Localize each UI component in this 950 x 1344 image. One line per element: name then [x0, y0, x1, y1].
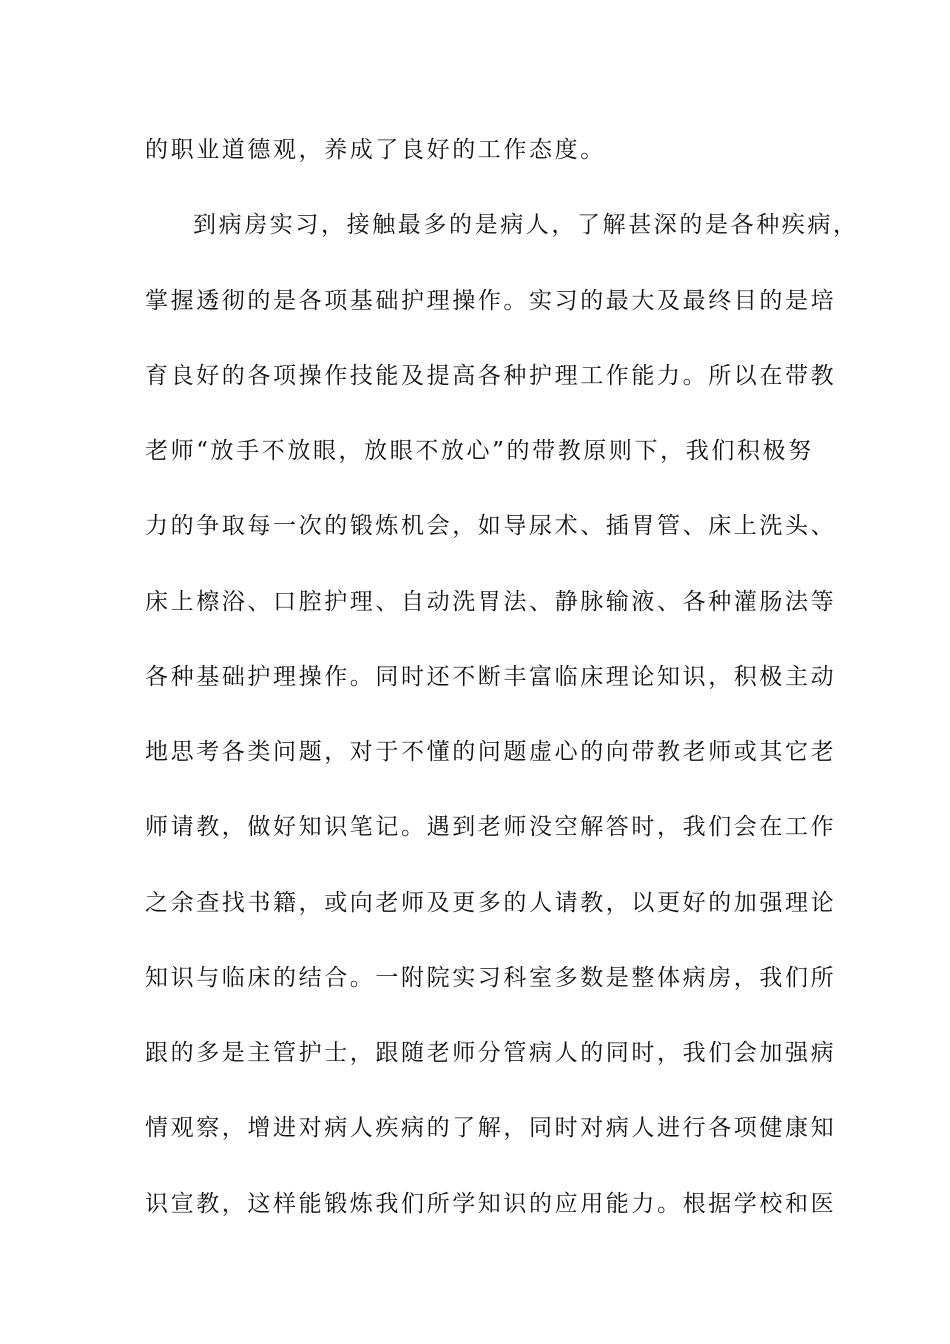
- text-line: 跟的多是主管护士，跟随老师分管病人的同时，我们会加强病: [145, 1040, 837, 1066]
- text-line: 知识与临床的结合。一附院实习科室多数是整体病房，我们所: [145, 965, 837, 991]
- text-line: 情观察，增进对病人疾病的了解，同时对病人进行各项健康知: [145, 1115, 837, 1141]
- paragraph-first-line: 到病房实习，接触最多的是病人，了解甚深的是各种疾病，: [193, 212, 859, 238]
- text-line: 掌握透彻的是各项基础护理操作。实习的最大及最终目的是培: [145, 288, 837, 314]
- text-line: 各种基础护理操作。同时还不断丰富临床理论知识，积极主动: [145, 664, 837, 690]
- text-line: 育良好的各项操作技能及提高各种护理工作能力。所以在带教: [145, 363, 837, 389]
- text-line: 之余查找书籍，或向老师及更多的人请教，以更好的加强理论: [145, 890, 837, 916]
- text-line: 的职业道德观，养成了良好的工作态度。: [145, 137, 606, 163]
- text-line: 识宣教，这样能锻炼我们所学知识的应用能力。根据学校和医: [145, 1191, 837, 1217]
- text-line: 师请教，做好知识笔记。遇到老师没空解答时，我们会在工作: [145, 814, 837, 840]
- text-line: 力的争取每一次的锻炼机会，如导尿术、插胃管、床上洗头、: [145, 513, 837, 539]
- text-line: 地思考各类问题，对于不懂的问题虚心的向带教老师或其它老: [145, 739, 837, 765]
- text-line: 老师“放手不放眼，放眼不放心”的带教原则下，我们积极努: [145, 438, 814, 464]
- text-line: 床上檫浴、口腔护理、自动洗胃法、静脉输液、各种灌肠法等: [145, 589, 837, 615]
